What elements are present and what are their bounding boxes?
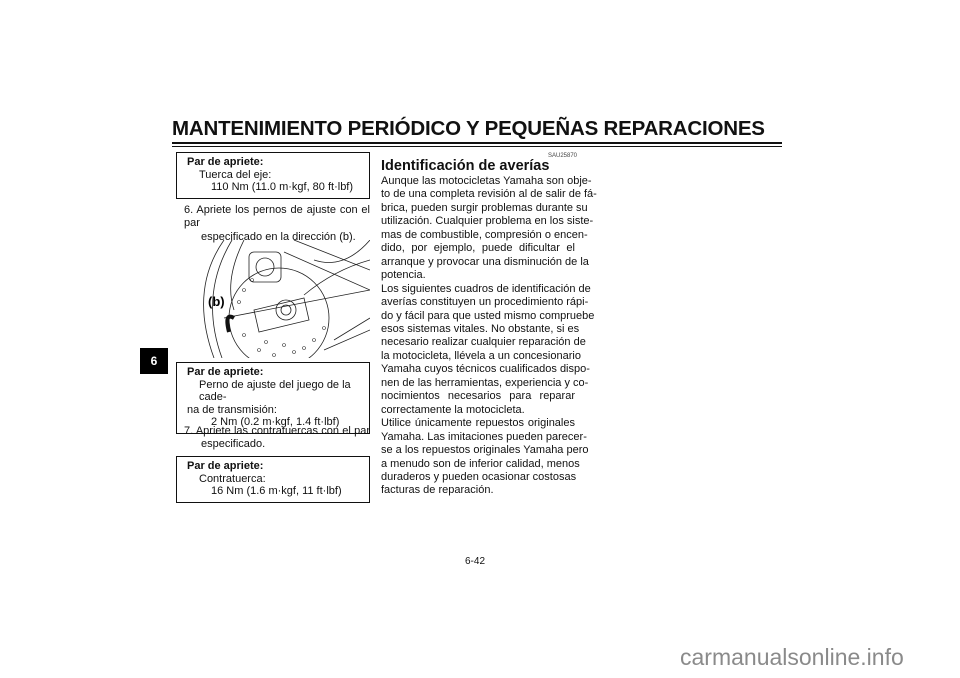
- body-line: duraderos y pueden ocasionar costosas: [381, 470, 577, 483]
- torque-item: Contratuerca:: [199, 472, 266, 485]
- body-line: Utilice únicamente repuestos originales: [381, 417, 575, 430]
- body-line: brica, pueden surgir problemas durante su: [381, 201, 588, 214]
- body-line: to de una completa revisión al de salir de fá-: [381, 188, 597, 201]
- torque-value: 110 Nm (11.0 m·kgf, 80 ft·lbf): [211, 181, 354, 194]
- step-line: 6. Apriete los pernos de ajuste con el par: [184, 204, 370, 230]
- body-line: necesario realizar cualquier reparación de: [381, 336, 586, 349]
- page-number: 6-42: [465, 556, 486, 567]
- torque-value: 2 Nm (0.2 m·kgf, 1.4 ft·lbf): [211, 416, 340, 429]
- step-7: [184, 425, 370, 452]
- torque-heading: Par de apriete:: [187, 460, 264, 472]
- body-line: Yamaha. Las imitaciones pueden parecer-: [381, 430, 587, 443]
- torque-item: Tuerca del eje:: [199, 168, 272, 181]
- section-code: SAU25870: [548, 153, 578, 159]
- torque-box-locknut: [176, 456, 370, 503]
- body-line: Aunque las motocicletas Yamaha son obje-: [381, 175, 592, 187]
- step-6: [184, 204, 370, 244]
- torque-heading: Par de apriete:: [187, 156, 264, 168]
- body-line: correctamente la motocicleta.: [381, 403, 525, 416]
- title-rule: [172, 142, 782, 144]
- torque-box-axle-nut: [176, 152, 370, 199]
- figure-label-b: (b): [208, 294, 225, 309]
- torque-item: Perno de ajuste del juego de la cade-: [199, 378, 351, 404]
- body-line: nocimientos necesarios para reparar: [381, 390, 575, 403]
- step-line: 7. Apriete las contratuercas con el par: [184, 425, 370, 437]
- body-line: dido, por ejemplo, puede dificultar el: [381, 242, 575, 255]
- section-heading: Identificación de averías: [381, 158, 550, 174]
- step-line: especificado en la dirección (b).: [201, 230, 356, 243]
- body-line: se a los repuestos originales Yamaha pero: [381, 444, 589, 457]
- section-body: [381, 175, 597, 498]
- rear-axle-illustration: [184, 240, 370, 358]
- torque-value: 16 Nm (1.6 m·kgf, 11 ft·lbf): [211, 485, 342, 498]
- body-line: potencia.: [381, 269, 426, 282]
- body-line: nen de las herramientas, experiencia y co-: [381, 376, 589, 389]
- title-rule-thin: [172, 146, 782, 147]
- chapter-tab: 6: [140, 348, 168, 374]
- torque-item: na de transmisión:: [187, 403, 277, 416]
- body-line: esos sistemas vitales. No obstante, si es: [381, 322, 580, 335]
- body-line: arranque y provocar una disminución de la: [381, 255, 589, 268]
- body-line: do y fácil para que usted mismo compruebe: [381, 309, 595, 322]
- body-line: a menudo son de inferior calidad, menos: [381, 457, 580, 470]
- step-line: especificado.: [201, 438, 266, 451]
- watermark: carmanualsonline.info: [680, 644, 904, 670]
- torque-box-chain-bolt: [176, 362, 370, 434]
- torque-heading: Par de apriete:: [187, 366, 264, 378]
- body-line: Los siguientes cuadros de identificación de: [381, 282, 591, 295]
- body-line: facturas de reparación.: [381, 484, 494, 497]
- body-line: Yamaha cuyos técnicos cualificados dispo-: [381, 363, 590, 376]
- body-line: utilización. Cualquier problema en los siste-: [381, 215, 594, 228]
- body-line: la motocicleta, llévela a un concesionario: [381, 349, 581, 362]
- body-line: mas de combustible, compresión o encen-: [381, 228, 588, 241]
- body-line: averías constituyen un procedimiento rápi-: [381, 296, 589, 309]
- page-title: MANTENIMIENTO PERIÓDICO Y PEQUEÑAS REPARACIONES: [172, 117, 765, 140]
